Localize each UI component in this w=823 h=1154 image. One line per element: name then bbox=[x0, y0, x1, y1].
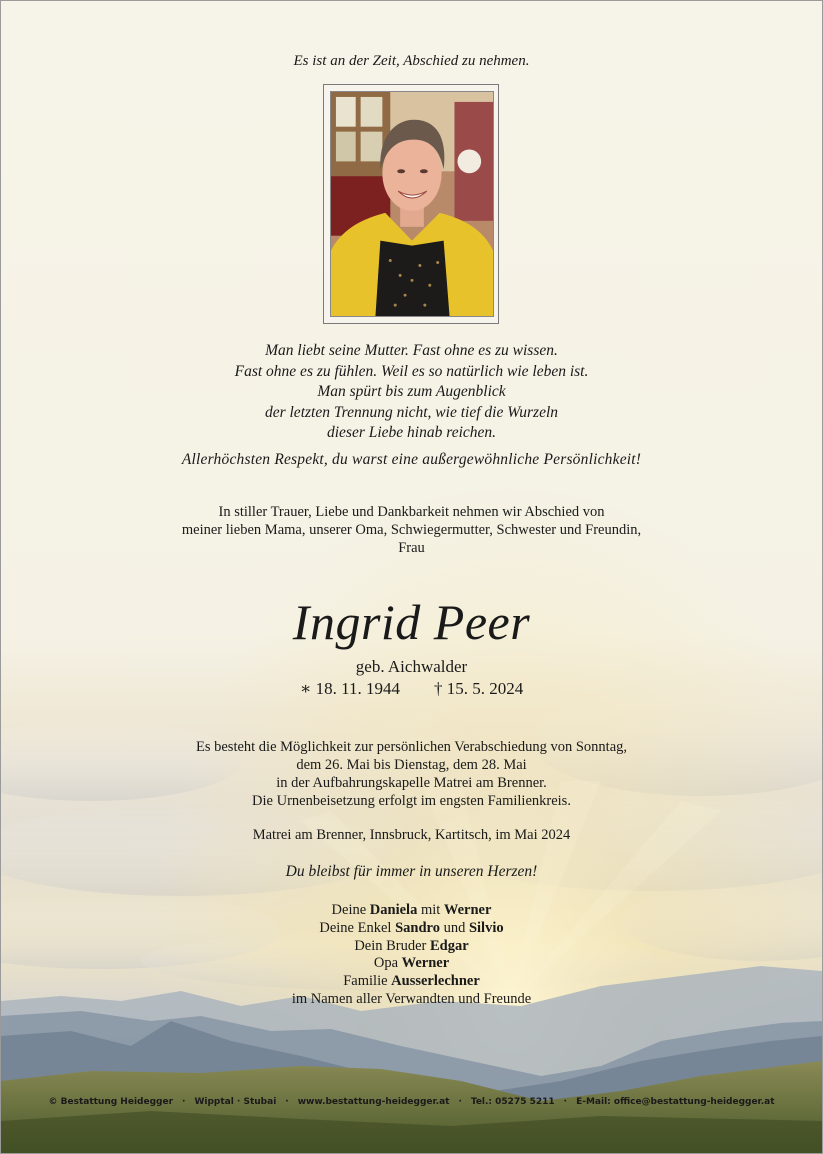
farewell-line: Es besteht die Möglichkeit zur persönlichen Verabschiedung von Sonntag, bbox=[195, 739, 627, 755]
life-dates bbox=[1, 679, 822, 699]
poem-line: dieser Liebe hinab reichen. bbox=[326, 424, 497, 441]
maiden-name: geb. Aichwalder bbox=[355, 657, 468, 676]
intro-text bbox=[1, 503, 822, 557]
poem bbox=[1, 341, 822, 444]
poem-line: der letzten Trennung nicht, wie tief die Wurzeln bbox=[264, 403, 559, 421]
footer: © Bestattung Heidegger · Wipptal · Stubai · www.bestattung-heidegger.at · Tel.: 05275 5211 · E-Mail: office@bestattung-heidegger.at bbox=[48, 1097, 775, 1107]
mourners-list bbox=[1, 902, 822, 1009]
intro-line: meiner lieben Mama, unserer Oma, Schwiegermutter, Schwester und Freundin, bbox=[181, 522, 642, 538]
farewell-line: in der Aufbahrungskapelle Matrei am Brenner. bbox=[276, 775, 547, 791]
footer-company: © Bestattung Heidegger bbox=[48, 1097, 174, 1107]
portrait-photo bbox=[330, 91, 494, 317]
poem-line: Man liebt seine Mutter. Fast ohne es zu wissen. bbox=[265, 342, 558, 359]
footer-email[interactable]: E-Mail: office@bestattung-heidegger.at bbox=[576, 1097, 775, 1107]
farewell-line: Die Urnenbeisetzung erfolgt im engsten Familienkreis. bbox=[252, 793, 571, 809]
birth-date: ∗ 18. 11. 1944 bbox=[299, 679, 400, 698]
mourner-line: im Namen aller Verwandten und Freunde bbox=[291, 990, 532, 1007]
mourner-line: Deine Daniela mit Werner bbox=[331, 902, 492, 918]
death-date: † 15. 5. 2024 bbox=[433, 679, 524, 698]
motto: Es ist an der Zeit, Abschied zu nehmen. bbox=[293, 53, 530, 69]
respect-line: Allerhöchsten Respekt, du warst eine außergewöhnliche Persönlichkeit! bbox=[181, 451, 642, 468]
intro-line: Frau bbox=[398, 540, 425, 556]
poem-line: Fast ohne es zu fühlen. Weil es so natürlich wie leben ist. bbox=[234, 362, 589, 380]
deceased-name: Ingrid Peer bbox=[292, 594, 531, 650]
farewell-line: dem 26. Mai bis Dienstag, dem 28. Mai bbox=[296, 757, 527, 773]
place-date: Matrei am Brenner, Innsbruck, Kartitsch, im Mai 2024 bbox=[252, 827, 571, 843]
mourner-line: Deine Enkel Sandro und Silvio bbox=[319, 919, 504, 936]
mourner-line: Opa Werner bbox=[373, 955, 450, 972]
mourner-line: Dein Bruder Edgar bbox=[354, 937, 469, 954]
portrait-frame bbox=[323, 84, 499, 324]
footer-phone: Tel.: 05275 5211 bbox=[470, 1097, 555, 1107]
footer-website[interactable]: www.bestattung-heidegger.at bbox=[297, 1097, 450, 1107]
footer-region: Wipptal · Stubai bbox=[194, 1097, 277, 1107]
heart-line: Du bleibst für immer in unseren Herzen! bbox=[285, 863, 538, 880]
poem-line: Man spürt bis zum Augenblick bbox=[317, 383, 506, 400]
mourner-line: Familie Ausserlechner bbox=[343, 973, 480, 990]
farewell-info bbox=[1, 738, 822, 810]
intro-line: In stiller Trauer, Liebe und Dankbarkeit nehmen wir Abschied von bbox=[218, 504, 605, 520]
